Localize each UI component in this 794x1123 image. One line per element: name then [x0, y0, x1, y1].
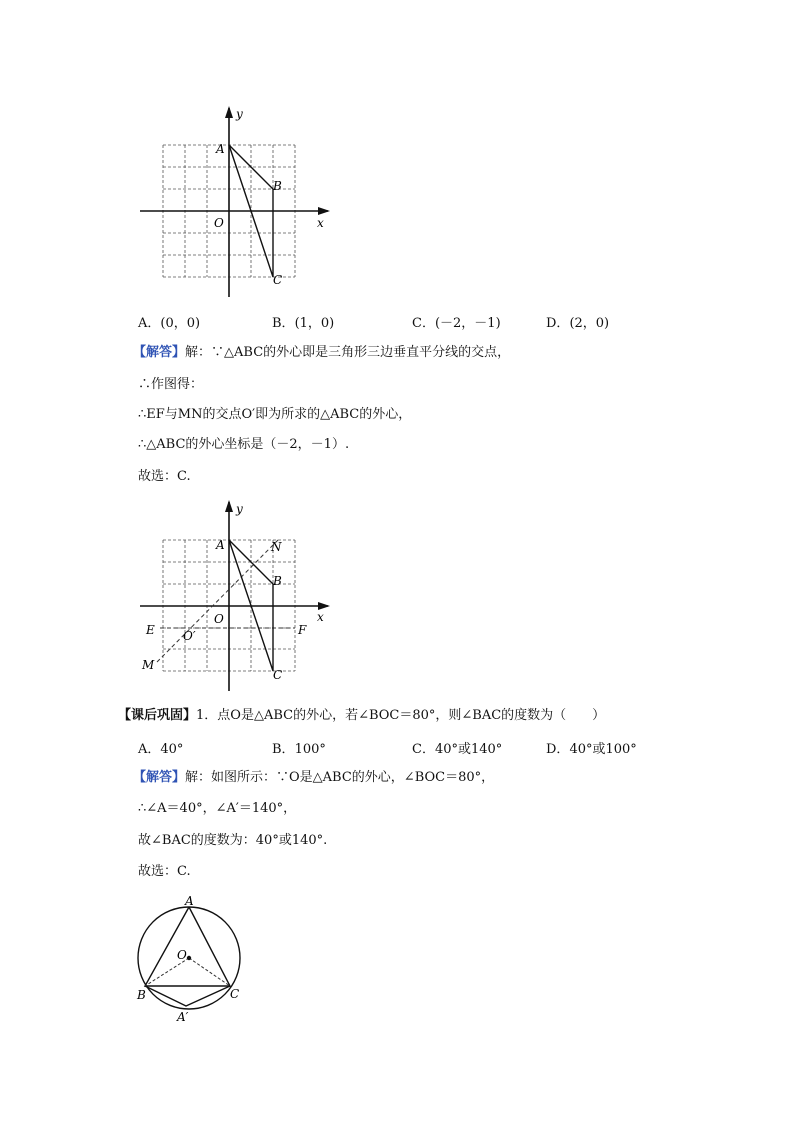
q2-option-c: C．40°或140° — [412, 742, 503, 757]
label-y-2: y — [236, 502, 243, 516]
center-point — [187, 956, 191, 960]
solution-2-line-1: 【解答】解：如图所示：∵O是△ABC的外心，∠BOC＝80°， — [133, 770, 495, 785]
solution-1-line-4: ∴△ABC的外心坐标是（－2，－1）. — [138, 437, 350, 452]
solution-1-line-3: ∴EF与MN的交点O′即为所求的△ABC的外心， — [138, 407, 412, 422]
label-c-2: C — [273, 668, 283, 682]
label-x-2: x — [317, 610, 324, 624]
label-b-1: B — [273, 179, 282, 193]
label-b-3: B — [137, 988, 146, 1002]
label-f-2: F — [298, 623, 307, 637]
q2-option-b: B．100° — [272, 742, 326, 757]
label-a-prime-3: A′ — [177, 1010, 189, 1024]
solution-1-line-2: ∴作图得： — [138, 377, 204, 392]
solution-1-line-1: 【解答】解：∵△ABC的外心即是三角形三边垂直平分线的交点， — [133, 345, 511, 360]
label-origin-2: O — [214, 612, 224, 626]
label-c-3: C — [230, 987, 240, 1001]
solution-2-line-2: ∴∠A＝40°，∠A′＝140°， — [138, 801, 297, 816]
label-a-3: A — [185, 894, 194, 908]
q2-option-a: A．40° — [138, 742, 184, 757]
segment-ob — [145, 958, 189, 986]
label-b-2: B — [273, 574, 282, 588]
label-c-1: C — [273, 273, 283, 287]
triangle-a-prime-bc — [145, 986, 230, 1006]
solution-2-line-4: 故选：C. — [138, 864, 191, 879]
q1-option-c: C．(－2，－1) — [412, 316, 501, 331]
label-o-3: O — [177, 948, 187, 962]
solution-1-line-5: 故选：C. — [138, 469, 191, 484]
label-x-1: x — [317, 216, 324, 230]
label-o-prime-2: O′ — [183, 629, 196, 643]
q1-option-d: D．(2，0) — [546, 316, 610, 331]
label-a-1: A — [216, 142, 225, 156]
label-n-2: N — [271, 540, 282, 554]
q1-option-b: B．(1，0) — [272, 316, 335, 331]
label-y-1: y — [236, 107, 243, 121]
label-e-2: E — [146, 623, 155, 637]
q2-option-d: D．40°或100° — [546, 742, 637, 757]
q1-option-a: A．(0，0) — [138, 316, 201, 331]
label-m-2: M — [142, 658, 155, 672]
solution-2-line-3: 故∠BAC的度数为：40°或140°. — [138, 833, 328, 848]
question-2: 【课后巩固】1．点O是△ABC的外心，若∠BOC＝80°，则∠BAC的度数为（ ） — [118, 708, 606, 723]
segment-oc — [189, 958, 230, 986]
triangle-abc-3 — [145, 907, 230, 986]
label-a-2: A — [216, 538, 225, 552]
label-origin-1: O — [214, 216, 224, 230]
